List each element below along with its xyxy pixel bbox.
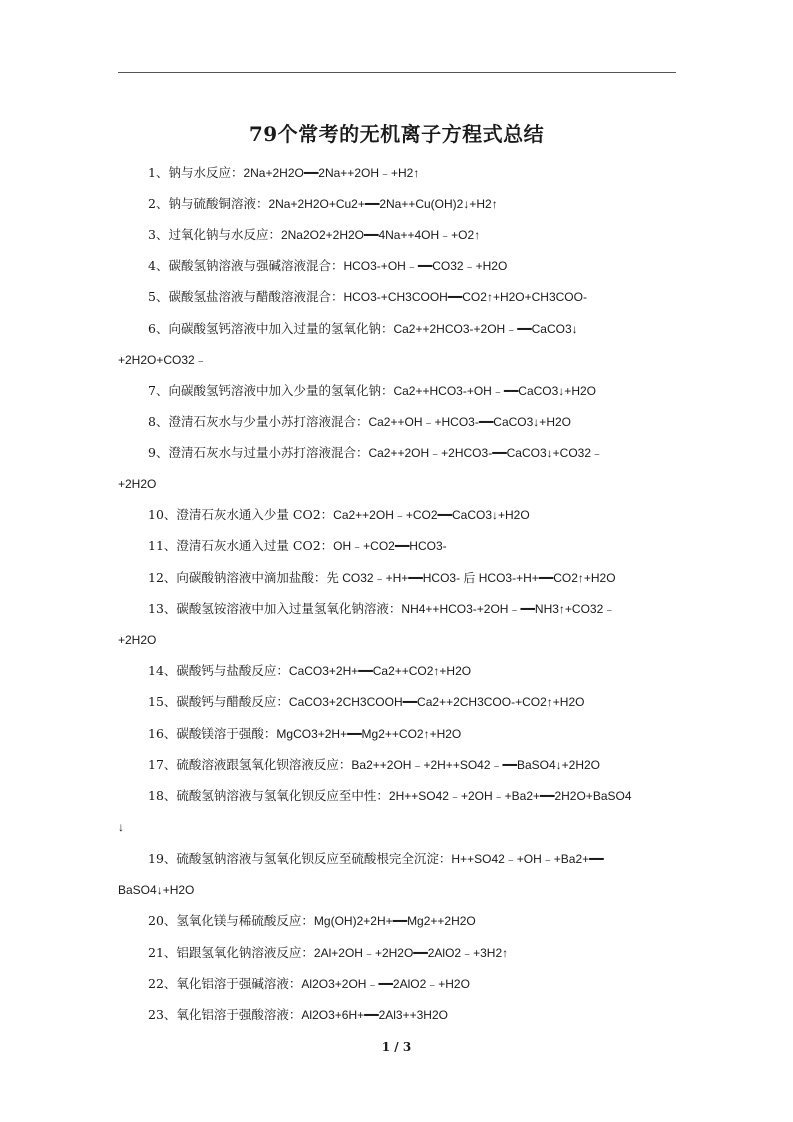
item-text: 21、铝跟氢氧化钠溶液反应： bbox=[148, 945, 314, 960]
item-text: 19、硫酸氢钠溶液与氢氧化钡反应至硫酸根完全沉淀： bbox=[148, 851, 452, 866]
item-text: 2、钠与硫酸铜溶液： bbox=[148, 196, 269, 211]
list-item bbox=[118, 406, 678, 438]
item-continuation: +2H2O bbox=[118, 633, 157, 647]
list-item bbox=[118, 375, 678, 407]
list-item bbox=[118, 905, 678, 937]
item-equation: CO32﹣+H+━━HCO3- 后 HCO3-+H+━━CO2↑+H2O bbox=[338, 571, 616, 585]
item-equation: MgCO3+2H+━━Mg2++CO2↑+H2O bbox=[276, 727, 462, 741]
item-text: 20、氢氧化镁与稀硫酸反应： bbox=[148, 913, 314, 928]
item-equation: 2Na+2H2O━━2Na++2OH﹣+H2↑ bbox=[243, 166, 420, 180]
item-continuation: BaSO4↓+H2O bbox=[118, 883, 195, 897]
list-item bbox=[118, 968, 678, 1000]
item-text: 10、澄清石灰水通入少量 CO2： bbox=[148, 507, 334, 522]
item-equation: Al2O3+6H+━━2Al3++3H2O bbox=[301, 1008, 448, 1022]
item-continuation: +2H2O+CO32﹣ bbox=[118, 353, 207, 367]
list-item bbox=[118, 999, 678, 1031]
item-text: 9、澄清石灰水与过量小苏打溶液混合： bbox=[148, 445, 369, 460]
item-text: 7、向碳酸氢钙溶液中加入少量的氢氧化钠： bbox=[148, 383, 394, 398]
item-equation: 2Al+2OH﹣+2H2O━━2AlO2﹣+3H2↑ bbox=[313, 946, 509, 960]
item-equation: Ca2++2OH﹣+CO2━━CaCO3↓+H2O bbox=[333, 508, 530, 522]
item-text: 18、硫酸氢钠溶液与氢氧化钡反应至中性： bbox=[148, 788, 389, 803]
item-text: 23、氧化铝溶于强酸溶液： bbox=[148, 1007, 302, 1022]
item-text: 13、碳酸氢铵溶液中加入过量氢氧化钠溶液： bbox=[148, 601, 402, 616]
list-item bbox=[118, 593, 678, 656]
list-item bbox=[118, 437, 678, 500]
item-equation: Ca2++2HCO3-+2OH﹣━━CaCO3↓ bbox=[393, 322, 578, 336]
item-text: 5、碳酸氢盐溶液与醋酸溶液混合： bbox=[148, 289, 344, 304]
header-rule bbox=[118, 72, 676, 73]
list-item bbox=[118, 937, 678, 969]
list-item bbox=[118, 718, 678, 750]
list-item bbox=[118, 749, 678, 781]
item-text: 14、碳酸钙与盐酸反应： bbox=[148, 663, 289, 678]
item-equation: 2Na2O2+2H2O━━4Na++4OH﹣+O2↑ bbox=[280, 228, 481, 242]
item-text: 17、硫酸溶液跟氢氧化钡溶液反应： bbox=[148, 757, 352, 772]
item-equation: H++SO42﹣+OH﹣+Ba2+━━ bbox=[451, 852, 604, 866]
list-item bbox=[118, 281, 678, 313]
item-text: 11、澄清石灰水通入过量 CO2： bbox=[148, 538, 334, 553]
item-text: 15、碳酸钙与醋酸反应： bbox=[148, 694, 289, 709]
item-equation: Ca2++OH﹣+HCO3-━━CaCO3↓+H2O bbox=[368, 415, 571, 429]
item-continuation: ↓ bbox=[118, 820, 124, 834]
list-item bbox=[118, 157, 678, 189]
list-item bbox=[118, 562, 678, 594]
item-equation: 2H++SO42﹣+2OH﹣+Ba2+━━2H2O+BaSO4 bbox=[388, 789, 632, 803]
item-equation: Mg(OH)2+2H+━━Mg2++2H2O bbox=[313, 914, 476, 928]
item-text: 8、澄清石灰水与少量小苏打溶液混合： bbox=[148, 414, 369, 429]
list-item bbox=[118, 530, 678, 562]
list-item bbox=[118, 219, 678, 251]
list-item bbox=[118, 843, 678, 906]
item-equation: CaCO3+2H+━━Ca2++CO2↑+H2O bbox=[288, 664, 472, 678]
list-item bbox=[118, 499, 678, 531]
item-equation: Ca2++2OH﹣+2HCO3-━━CaCO3↓+CO32﹣ bbox=[368, 446, 604, 460]
item-equation: OH﹣+CO2━━HCO3- bbox=[333, 539, 447, 553]
page-title: 79个常考的无机离子方程式总结 bbox=[248, 122, 545, 146]
list-item bbox=[118, 686, 678, 718]
list-item bbox=[118, 655, 678, 687]
item-equation: 2Na+2H2O+Cu2+━━2Na++Cu(OH)2↓+H2↑ bbox=[268, 197, 498, 211]
item-text: 3、过氧化钠与水反应： bbox=[148, 227, 281, 242]
item-equation: Ba2++2OH﹣+2H++SO42﹣━━BaSO4↓+2H2O bbox=[351, 758, 601, 772]
item-text: 6、向碳酸氢钙溶液中加入过量的氢氧化钠： bbox=[148, 321, 394, 336]
page-number: 1 / 3 bbox=[381, 1040, 412, 1054]
item-text: 4、碳酸氢钠溶液与强碱溶液混合： bbox=[148, 258, 344, 273]
item-equation: HCO3-+CH3COOH━━CO2↑+H2O+CH3COO- bbox=[343, 290, 587, 304]
item-text: 12、向碳酸钠溶液中滴加盐酸：先 bbox=[148, 570, 339, 585]
item-text: 22、氧化铝溶于强碱溶液： bbox=[148, 976, 302, 991]
list-item bbox=[118, 188, 678, 220]
item-equation: HCO3-+OH﹣━━CO32﹣+H2O bbox=[343, 259, 508, 273]
item-equation: CaCO3+2CH3COOH━━Ca2++2CH3COO-+CO2↑+H2O bbox=[288, 695, 585, 709]
list-item bbox=[118, 313, 678, 376]
item-equation: Ca2++HCO3-+OH﹣━━CaCO3↓+H2O bbox=[393, 384, 596, 398]
item-text: 1、钠与水反应： bbox=[148, 165, 244, 180]
list-item bbox=[118, 250, 678, 282]
item-equation: NH4++HCO3-+2OH﹣━━NH3↑+CO32﹣ bbox=[401, 602, 616, 616]
item-text: 16、碳酸镁溶于强酸： bbox=[148, 726, 277, 741]
item-continuation: +2H2O bbox=[118, 477, 157, 491]
item-equation: Al2O3+2OH﹣━━2AlO2﹣+H2O bbox=[301, 977, 470, 991]
list-item bbox=[118, 780, 678, 843]
